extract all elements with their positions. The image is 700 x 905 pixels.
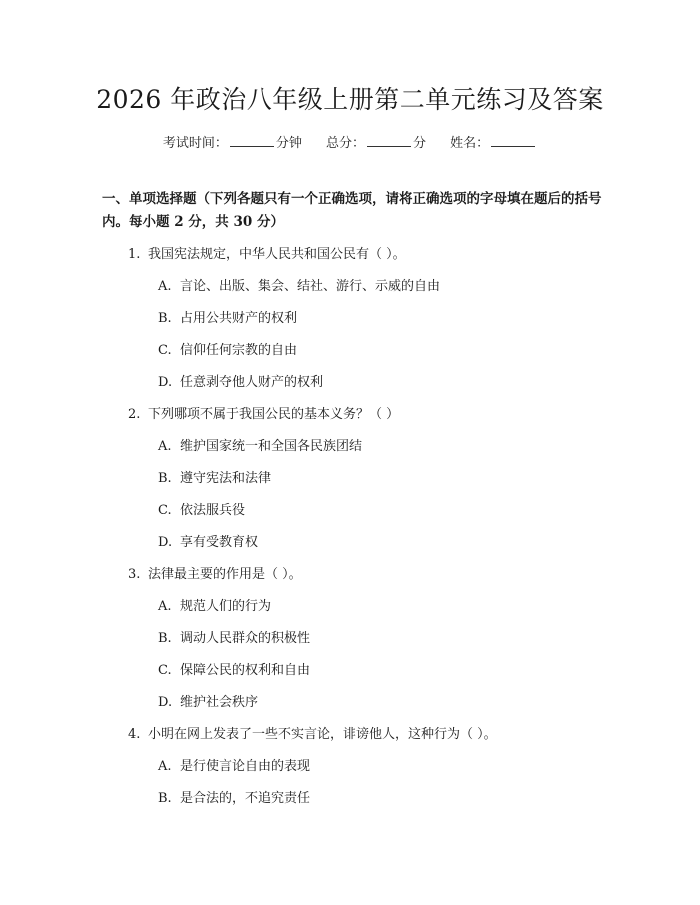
question-list (128, 244, 608, 820)
question-text: 小明在网上发表了一些不实言论，诽谤他人，这种行为（ ）。 (148, 727, 497, 742)
option-text: 信仰任何宗教的自由 (180, 343, 298, 358)
option-text: 维护国家统一和全国各民族团结 (180, 439, 363, 454)
answer-option[interactable] (128, 532, 608, 564)
question-text: 法律最主要的作用是（ ）。 (148, 567, 302, 582)
option-letter: D. (158, 375, 173, 390)
document-title: 2026 年政治八年级上册第二单元练习及答案 (96, 85, 604, 114)
option-text: 言论、出版、集会、结社、游行、示威的自由 (180, 279, 441, 294)
score-label: 总分： (325, 136, 365, 151)
option-letter: B. (158, 791, 172, 806)
option-letter: C. (158, 663, 172, 678)
question (128, 244, 608, 276)
answer-option[interactable] (128, 500, 608, 532)
question-number: 3. (128, 567, 141, 582)
exam-name (450, 136, 537, 151)
option-text: 遵守宪法和法律 (180, 471, 272, 486)
option-letter: C. (158, 343, 172, 358)
question-number: 2. (128, 407, 141, 422)
exam-score (326, 136, 430, 151)
option-text: 是合法的，不追究责任 (180, 791, 311, 806)
option-letter: D. (158, 695, 173, 710)
option-letter: C. (158, 503, 172, 518)
exam-meta (0, 132, 700, 151)
time-unit: 分钟 (275, 136, 302, 151)
answer-option[interactable] (128, 692, 608, 724)
exam-time (163, 136, 306, 151)
score-unit: 分 (413, 136, 427, 151)
answer-option[interactable] (128, 340, 608, 372)
option-letter: A. (158, 599, 172, 614)
option-text: 保障公民的权利和自由 (180, 663, 311, 678)
name-blank[interactable] (491, 134, 535, 147)
answer-option[interactable] (128, 756, 608, 788)
question-text: 我国宪法规定，中华人民共和国公民有（ ）。 (148, 247, 406, 262)
option-letter: B. (158, 311, 172, 326)
answer-option[interactable] (128, 276, 608, 308)
question (128, 404, 608, 436)
name-label: 姓名： (450, 136, 490, 151)
option-text: 调动人民群众的积极性 (180, 631, 311, 646)
option-letter: B. (158, 631, 172, 646)
answer-option[interactable] (128, 596, 608, 628)
answer-option[interactable] (128, 308, 608, 340)
question-number: 4. (128, 727, 141, 742)
question (128, 564, 608, 596)
option-text: 占用公共财产的权利 (180, 311, 298, 326)
answer-option[interactable] (128, 788, 608, 820)
answer-option[interactable] (128, 628, 608, 660)
option-letter: A. (158, 279, 172, 294)
option-letter: D. (158, 535, 173, 550)
question (128, 724, 608, 756)
time-blank[interactable] (230, 134, 274, 147)
section-heading: 一、单项选择题（下列各题只有一个正确选项，请将正确选项的字母填在题后的括号内。每小题 2 分，共 30 分） (102, 191, 602, 230)
option-text: 维护社会秩序 (180, 695, 259, 710)
answer-option[interactable] (128, 660, 608, 692)
option-letter: A. (158, 439, 172, 454)
question-text: 下列哪项不属于我国公民的基本义务？（ ） (148, 407, 400, 422)
option-text: 规范人们的行为 (180, 599, 272, 614)
answer-option[interactable] (128, 468, 608, 500)
option-text: 任意剥夺他人财产的权利 (180, 375, 324, 390)
score-blank[interactable] (367, 134, 411, 147)
option-letter: B. (158, 471, 172, 486)
option-text: 享有受教育权 (180, 535, 259, 550)
option-text: 依法服兵役 (180, 503, 246, 518)
answer-option[interactable] (128, 372, 608, 404)
answer-option[interactable] (128, 436, 608, 468)
option-text: 是行使言论自由的表现 (180, 759, 311, 774)
time-label: 考试时间： (162, 136, 228, 151)
option-letter: A. (158, 759, 172, 774)
question-number: 1. (128, 247, 141, 262)
